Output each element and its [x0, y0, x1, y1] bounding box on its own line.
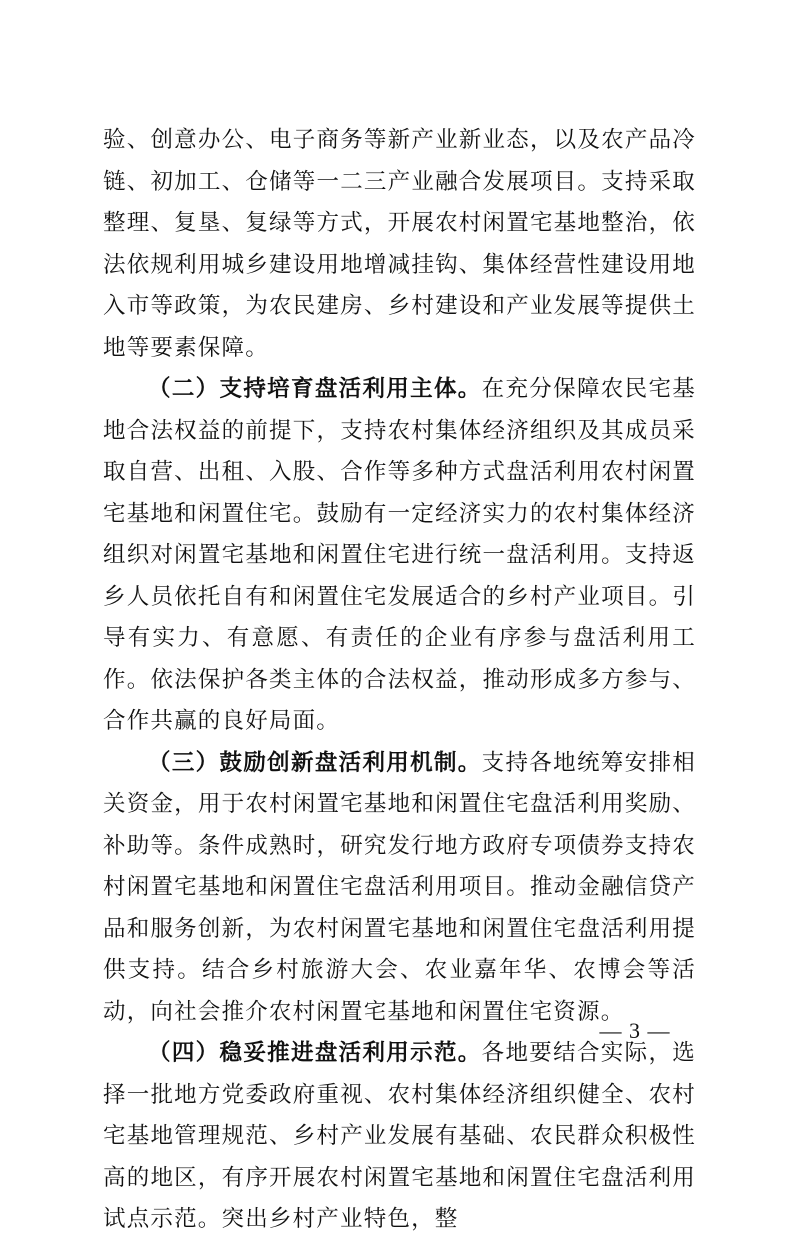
- section-heading-3: （三）鼓励创新盘活利用机制。: [148, 749, 482, 776]
- paragraph-2-text: 在充分保障农民宅基地合法权益的前提下，支持农村集体经济组织及其成员采取自营、出租、入股、合作等多种方式盘活利用农村闲置宅基地和闲置住宅。鼓励有一定经济实力的农村集体经济组织对闲置宅基地和闲置住宅进行统一盘活利用。支持返乡人员依托自有和闲置住宅发展适合的乡村产业项目。引导有实力、有意愿、有责任的企业有序参与盘活利用工作。依法保护各类主体的合法权益，推动形成多方参与、合作共赢的良好局面。: [103, 376, 696, 734]
- page-number: — 3 —: [599, 1018, 671, 1043]
- paragraph-3: [103, 743, 696, 1034]
- paragraph-3-text: 支持各地统筹安排相关资金，用于农村闲置宅基地和闲置住宅盘活利用奖励、补助等。条件成熟时，研究发行地方政府专项债券支持农村闲置宅基地和闲置住宅盘活利用项目。推动金融信贷产品和服务创新，为农村闲置宅基地和闲置住宅盘活利用提供支持。结合乡村旅游大会、农业嘉年华、农博会等活动，向社会推介农村闲置宅基地和闲置住宅资源。: [103, 749, 696, 1025]
- paragraph-1-text: 验、创意办公、电子商务等新产业新业态，以及农产品冷链、初加工、仓储等一二三产业融合发展项目。支持采取整理、复垦、复绿等方式，开展农村闲置宅基地整治，依法依规利用城乡建设用地增减挂钩、集体经营性建设用地入市等政策，为农民建房、乡村建设和产业发展等提供土地等要素保障。: [103, 127, 696, 361]
- section-heading-4: （四）稳妥推进盘活利用示范。: [148, 1040, 482, 1066]
- paragraph-4-text: 各地要结合实际，选择一批地方党委政府重视、农村集体经济组织健全、农村宅基地管理规范、乡村产业发展有基础、农民群众积极性高的地区，有序开展农村闲置宅基地和闲置住宅盘活利用试点示范。突出乡村产业特色，整: [103, 1040, 696, 1232]
- paragraph-4: [103, 1033, 696, 1241]
- document-body: [103, 120, 696, 1241]
- paragraph-2: [103, 369, 696, 743]
- paragraph-1: [103, 120, 696, 369]
- section-heading-2: （二）支持培育盘活利用主体。: [148, 376, 482, 402]
